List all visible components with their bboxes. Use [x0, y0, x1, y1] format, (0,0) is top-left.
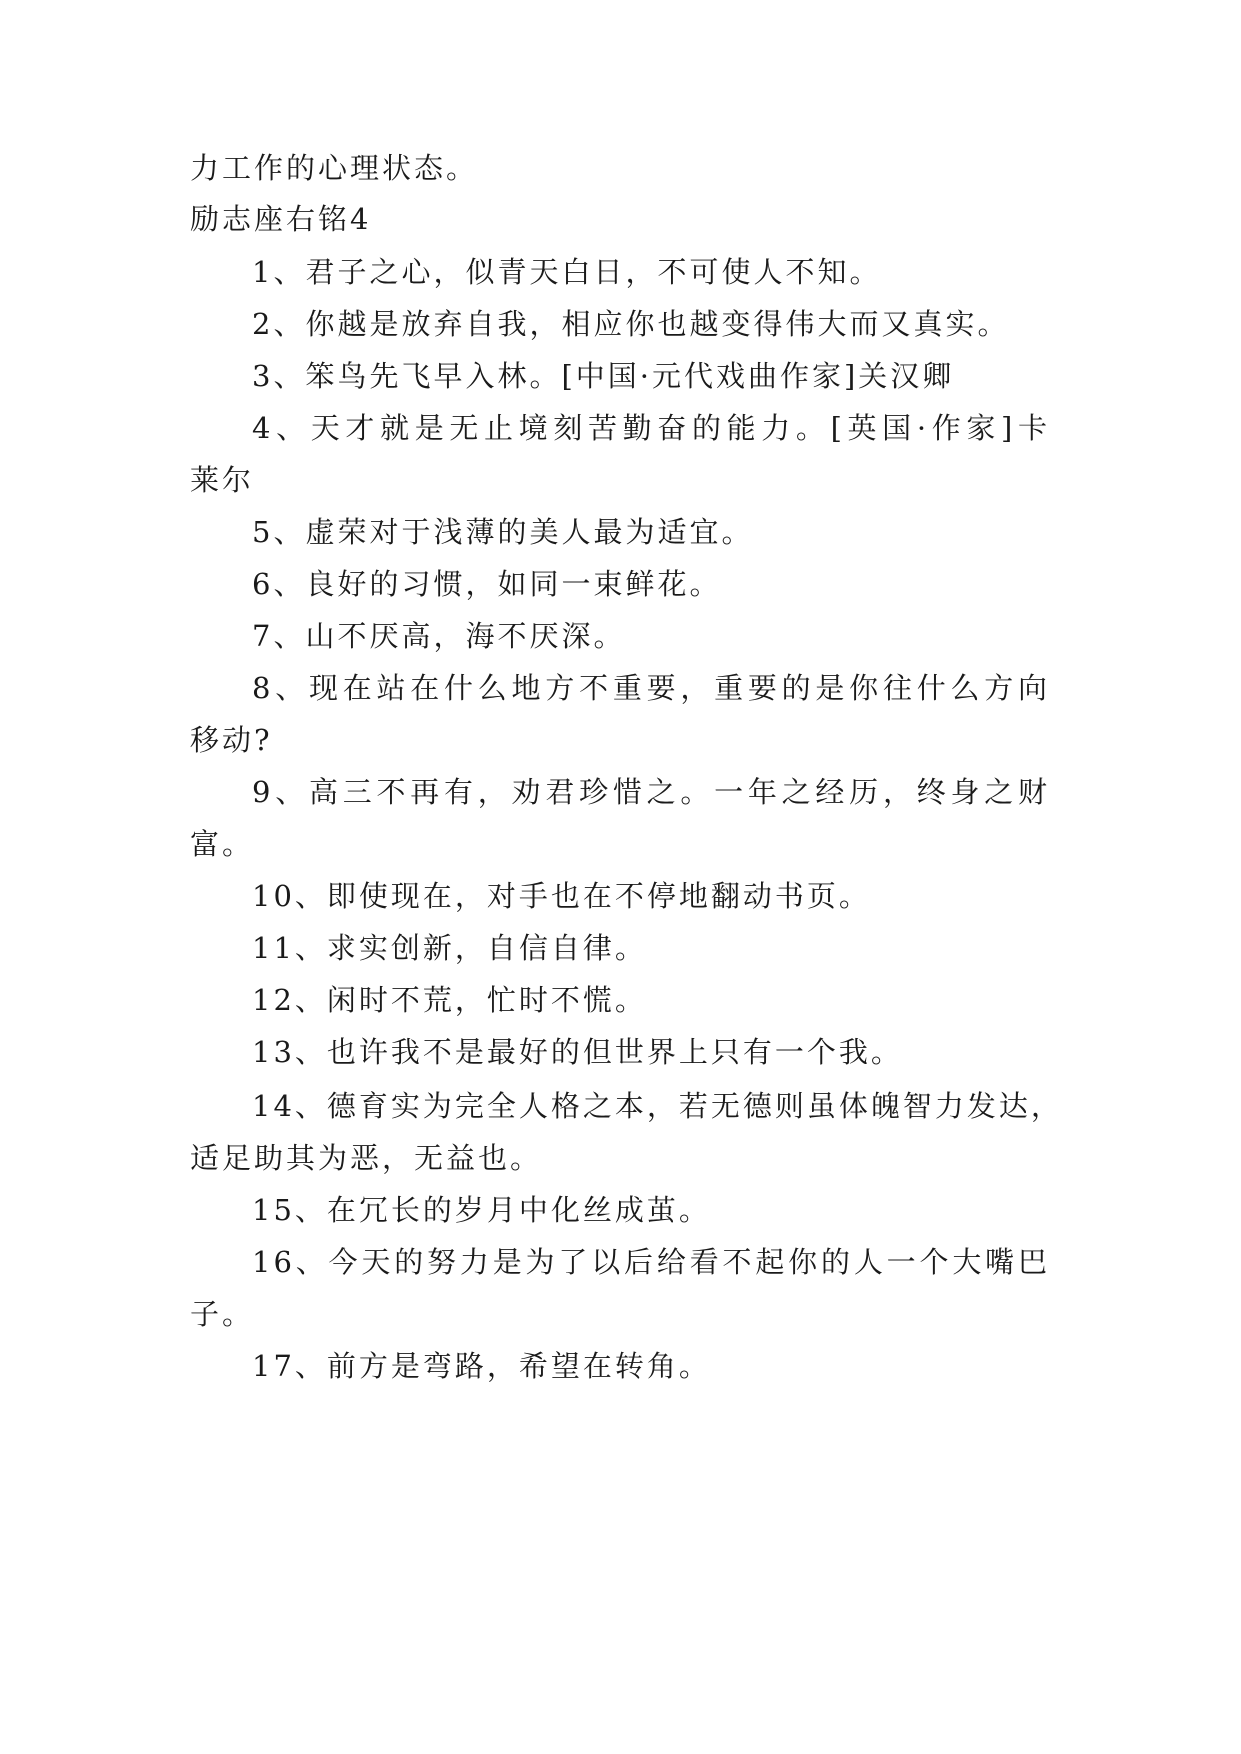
quote-item-3: 3、笨鸟先飞早入林。[中国·元代戏曲作家]关汉卿 [252, 359, 955, 393]
quote-item-9-continuation: 富。 [190, 827, 255, 861]
quote-item-13: 13、也许我不是最好的但世界上只有一个我。 [252, 1035, 903, 1069]
quote-item-8: 8、现在站在什么地方不重要，重要的是你往什么方向 [252, 671, 1050, 705]
quote-item-1: 1、君子之心，似青天白日，不可使人不知。 [252, 255, 882, 289]
quote-item-14-continuation: 适足助其为恶，无益也。 [190, 1141, 543, 1175]
quote-item-5: 5、虚荣对于浅薄的美人最为适宜。 [252, 515, 754, 549]
quote-item-14: 14、德育实为完全人格之本，若无德则虽体魄智力发达， [252, 1089, 1063, 1123]
text-line-continuation: 力工作的心理状态。 [190, 151, 479, 185]
quote-item-11: 11、求实创新，自信自律。 [252, 931, 647, 965]
quote-item-9: 9、高三不再有，劝君珍惜之。一年之经历，终身之财 [252, 775, 1050, 809]
quote-item-4-continuation: 莱尔 [190, 463, 255, 497]
quote-item-6: 6、良好的习惯，如同一束鲜花。 [252, 567, 722, 601]
quote-item-16-continuation: 子。 [190, 1297, 255, 1331]
quote-item-17: 17、前方是弯路，希望在转角。 [252, 1349, 711, 1383]
quote-item-4: 4、天才就是无止境刻苦勤奋的能力。[英国·作家]卡 [252, 411, 1050, 445]
quote-item-7: 7、山不厌高，海不厌深。 [252, 619, 626, 653]
quote-item-12: 12、闲时不荒，忙时不慌。 [252, 983, 647, 1017]
quote-item-16: 16、今天的努力是为了以后给看不起你的人一个大嘴巴 [252, 1245, 1050, 1279]
quote-item-10: 10、即使现在，对手也在不停地翻动书页。 [252, 879, 871, 913]
section-heading: 励志座右铭4 [190, 202, 372, 236]
quote-item-15: 15、在冗长的岁月中化丝成茧。 [252, 1193, 711, 1227]
quote-item-2: 2、你越是放弃自我，相应你也越变得伟大而又真实。 [252, 307, 1010, 341]
quote-item-8-continuation: 移动? [190, 723, 273, 757]
